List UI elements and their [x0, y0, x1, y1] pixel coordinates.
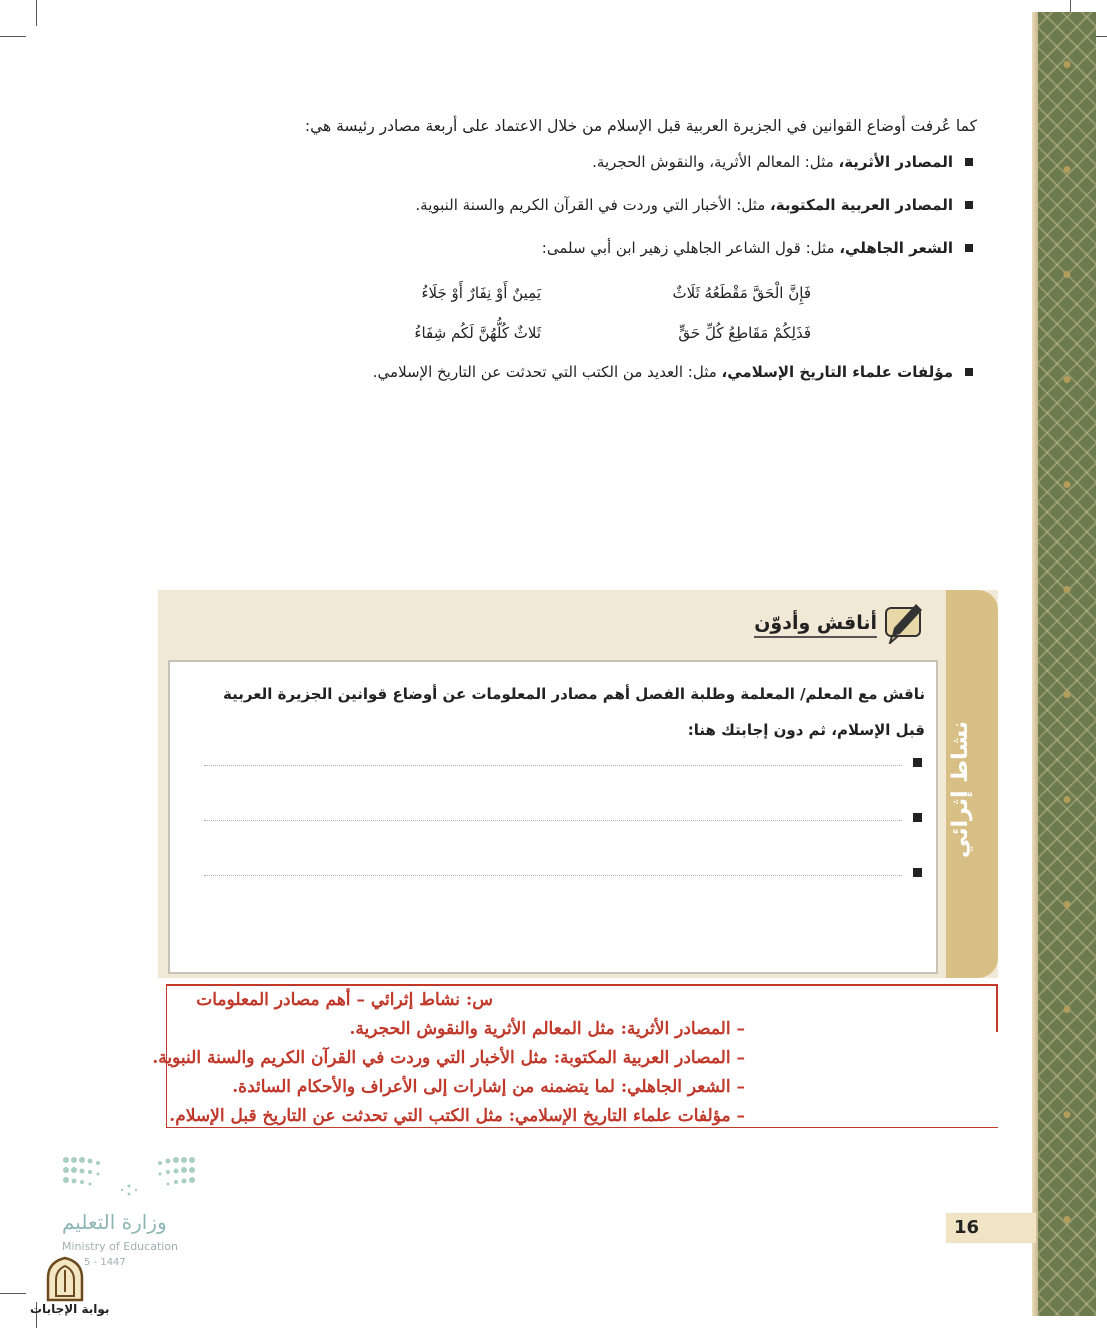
source-title: المصادر الأثرية، [838, 153, 953, 171]
answer-line[interactable] [204, 820, 902, 821]
decorative-border [1038, 12, 1096, 1316]
crop-mark [36, 0, 37, 26]
source-item-scholars [175, 360, 975, 384]
pen-icon [880, 598, 926, 644]
sources-list-continued [175, 360, 975, 384]
source-item-written [175, 193, 975, 217]
answer-line[interactable] [204, 875, 902, 876]
activity-question [195, 676, 925, 748]
page-number: 16 [946, 1213, 1036, 1243]
question-line: قبل الإسلام، ثم دون إجابتك هنا: [687, 721, 925, 739]
verse-hemistich: يَمِينٌ أَوْ نِفَارٌ أَوْ جَلَاءُ [421, 284, 541, 302]
source-item-archaeological [175, 150, 975, 174]
source-title: المصادر العربية المكتوبة، [770, 196, 953, 214]
answer-line-text: – مؤلفات علماء التاريخ الإسلامي: مثل الكتب التي تحدثت عن التاريخ قبل الإسلام. [169, 1106, 745, 1126]
ministry-logo-icon [62, 1156, 196, 1202]
ministry-name-en: Ministry of Education [62, 1240, 179, 1253]
answer-line-text: – المصادر الأثرية: مثل المعالم الأثرية والنقوش الحجرية. [349, 1019, 745, 1039]
answer-line-text: س: نشاط إثرائي – أهم مصادر المعلومات [196, 990, 493, 1010]
activity-side-label: نشاط إثرائي [948, 721, 973, 858]
activity-title: أناقش وأدوّن [754, 612, 877, 638]
source-text: مثل: العديد من الكتب التي تحدثت عن التاريخ الإسلامي. [372, 363, 722, 381]
answer-line-text: – المصادر العربية المكتوبة: مثل الأخبار التي وردت في القرآن الكريم والسنة النبوية. [152, 1048, 745, 1068]
source-title: مؤلفات علماء التاريخ الإسلامي، [721, 363, 953, 381]
ministry-year: 5 - 1447 [84, 1257, 126, 1268]
answer-text [0, 986, 745, 1131]
source-title: الشعر الجاهلي، [839, 239, 953, 257]
question-line: ناقش مع المعلم/ المعلمة وطلبة الفصل أهم مصادر المعلومات عن أوضاع قوانين الجزيرة العربية [223, 685, 925, 703]
poem-verses [371, 280, 811, 360]
source-text: مثل: الأخبار التي وردت في القرآن الكريم والسنة النبوية. [415, 196, 771, 214]
answer-line[interactable] [204, 765, 902, 766]
bullet-square [913, 758, 922, 767]
bullet-square [913, 813, 922, 822]
bullet-square [913, 868, 922, 877]
answer-box-edge [996, 984, 998, 1032]
crop-mark [0, 36, 26, 37]
verse-hemistich: فَذَلِكُمْ مَقَاطِعُ كُلِّ حَقٍّ [678, 324, 811, 342]
intro-paragraph: كما عُرفت أوضاع القوانين في الجزيرة العربية قبل الإسلام من خلال الاعتماد على أربعة مصادر رئيسة هي: [304, 117, 977, 135]
source-text: مثل: قول الشاعر الجاهلي زهير ابن أبي سلمى: [541, 239, 840, 257]
ministry-name-ar: وزارة التعليم [62, 1210, 167, 1234]
verse-hemistich: ثَلاثٌ كُلُّهُنَّ لَكُم شِفَاءُ [414, 324, 541, 342]
verse-hemistich: فَإِنَّ الْحَقَّ مَقْطَعُهُ ثَلَاثٌ [672, 284, 811, 302]
source-text: مثل: المعالم الأثرية، والنقوش الحجرية. [592, 153, 839, 171]
source-item-poetry [175, 236, 975, 260]
answer-line-text: – الشعر الجاهلي: لما يتضمنه من إشارات إلى الأعراف والأحكام السائدة. [232, 1077, 745, 1097]
sources-list [175, 150, 975, 260]
watermark-logo-icon [44, 1256, 86, 1302]
watermark-text: بوابة الإجابات [30, 1302, 110, 1316]
crop-mark [0, 1293, 26, 1294]
